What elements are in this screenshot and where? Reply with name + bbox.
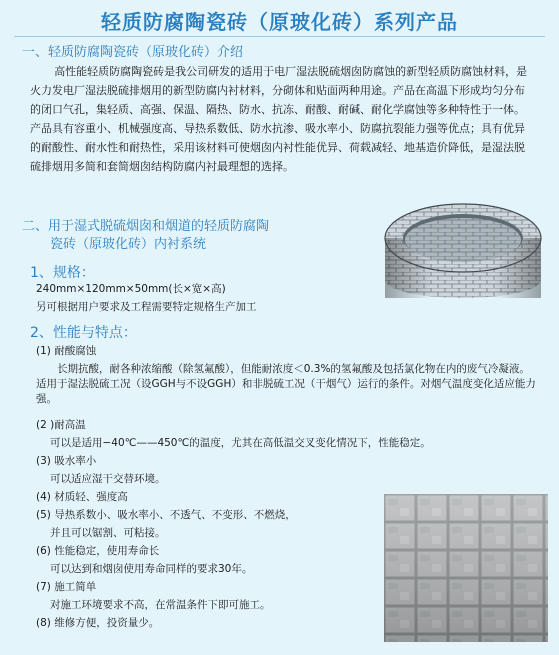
feature-2-title: (2 )耐高温 xyxy=(36,419,86,431)
spec-heading: 1、规格： xyxy=(30,265,95,281)
section1-paragraph: 高性能轻质防腐陶瓷砖是我公司研发的适用于电厂湿法脱硫烟囱防腐蚀的新型轻质防腐蚀材料，是火力发电厂湿法脱硫排烟用的新型防腐内衬材料，分砌体和贴面两种用途。产品在高温下形成均匀分布的闭口气孔，集轻质、高强、保温、隔热、防水、抗冻、耐酸、耐碱、耐化学腐蚀等多种特性于一体。产品具有容重小、机械强度高、导热系数低、防水抗渗、吸水率小、防腐抗裂能力强等优点；具有优异的耐酸性、耐水性和耐热性，采用该材料可使烟囱内衬性能优异、荷载减轻、地基造价降低，是湿法脱硫排烟用多简和套简烟囱结构防腐内衬最理想的选择。 xyxy=(30,65,528,173)
features-heading: 2、性能与特点： xyxy=(30,325,137,341)
feature-2-desc: 可以是适用−40℃——450℃的温度，尤其在高低温交叉变化情况下，性能稳定。 xyxy=(50,437,431,449)
title-divider xyxy=(14,36,545,37)
section1-heading: 一、轻质防腐陶瓷砖（原玻化砖）介绍 xyxy=(22,45,244,60)
feature-4-title: (4) 材质轻、强度高 xyxy=(36,491,128,503)
tile-wall-photo xyxy=(384,494,548,642)
feature-5-title: (5) 导热系数小、吸水率小、不透气、不变形、不燃烧， xyxy=(36,509,296,521)
feature-7-title: (7) 施工简单 xyxy=(36,581,97,593)
feature-8-title: (8) 维修方便，投资量少。 xyxy=(36,617,160,629)
feature-1-title: (1) 耐酸腐蚀 xyxy=(36,345,97,357)
page-title: 轻质防腐陶瓷砖（原玻化砖）系列产品 xyxy=(101,10,458,34)
section2-heading-line1: 二、用于湿式脱硫烟囱和烟道的轻质防腐陶 xyxy=(22,219,270,234)
feature-3-desc: 可以适应湿干交替环境。 xyxy=(50,473,166,485)
feature-6-title: (6) 性能稳定，使用寿命长 xyxy=(36,545,160,557)
spec-note: 另可根据用户要求及工程需要特定规格生产加工 xyxy=(36,301,257,313)
ring-lining-photo xyxy=(382,200,544,300)
spec-size: 240mm×120mm×50mm(长×宽×高) xyxy=(36,283,226,295)
feature-5-desc: 并且可以锯割、可粘接。 xyxy=(50,527,166,539)
feature-3-title: (3) 吸水率小 xyxy=(36,455,97,467)
feature-6-desc: 可以达到和烟囱使用寿命同样的要求30年。 xyxy=(50,563,253,575)
section2-heading-line2: 瓷砖（原玻化砖）内衬系统 xyxy=(50,237,207,252)
feature-1-desc: 长期抗酸，耐各种浓缩酸（除氢氟酸），但能耐浓度＜0.3%的氢氟酸及包括氯化物在内的废气冷凝液。适用于湿法脱硫工况（设GGH与不设GGH）和非脱硫工况（干烟气）运行的条件。对烟气温度变化适应能力强。 xyxy=(36,363,536,405)
feature-7-desc: 对施工环境要求不高，在常温条件下即可施工。 xyxy=(50,599,271,611)
